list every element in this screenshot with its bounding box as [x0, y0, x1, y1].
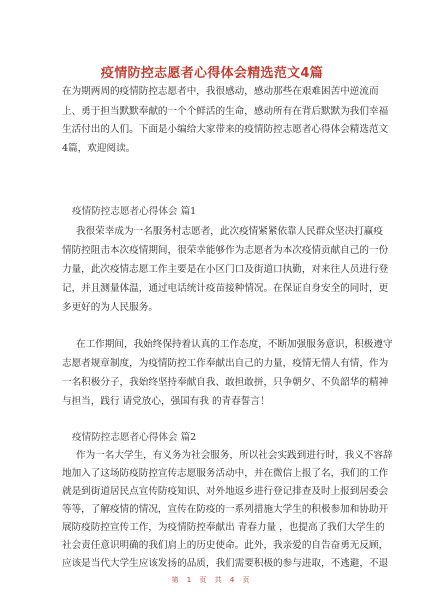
paragraph-line: 与担当，践行 请党放心，强国有我 的青春誓言！: [62, 396, 270, 407]
intro-line: 生活付出的人们。下面是小编给大家带来的疫情防控志愿者心得体会精选范文: [62, 124, 389, 135]
paragraph-line: 多更好的为人民服务。: [62, 302, 158, 313]
section-heading: 疫情防控志愿者心得体会 篇2: [72, 432, 197, 443]
paragraph-line: 地加入了这场防疫防控宣传志愿服务活动中，并在微信上报了名，我们的工作: [62, 468, 389, 479]
intro-line: 4篇，欢迎阅读。: [62, 143, 136, 154]
paragraph-line: 就是到街道居民点宣传防疫知识、对外地返乡进行登记排查及时上报到居委会: [62, 486, 389, 497]
paragraph-line: 情防控阻击本次疫情期间，很荣幸能够作为志愿者为本次疫情贡献自己的一份: [62, 245, 389, 256]
paragraph-line: 作为一名大学生，有义务为社会服务，所以社会实践到进行时，我义不容辞: [76, 450, 393, 461]
document-title: 疫情防控志愿者心得体会精选范文4篇: [100, 66, 324, 81]
intro-line: 上、勇于担当默默奉献的一个个鲜活的生命，感动所有在背后默默为我们幸福: [62, 106, 389, 117]
paragraph-line: 应该是当代大学生应该发扬的品质，我们需要积极的参与进取，不逃避，不退: [62, 558, 389, 569]
paragraph-line: 我很荣幸成为一名服务村志愿者，此次疫情紧紧依靠人民群众坚决打赢疫: [76, 226, 383, 237]
paragraph-line: 力量，此次疫情志愿工作主要是在小区门口及街道口执勤，对来往人员进行登: [62, 264, 389, 275]
page-number: 第 1 页 共 4 页: [171, 576, 253, 584]
paragraph-line: 等等，了解疫情的情况，宣传在防疫的一系列措施大学生的积极参加和协助开: [62, 504, 389, 515]
paragraph-line: 社会责任意识明确的我们肩上的历史使命。此外，我亲爱的自告奋勇无反顾，: [62, 540, 389, 551]
paragraph-line: 一名积极分子，我始终坚持奉献自我、敢担敢拼，只争朝夕、不负韶华的精神: [62, 377, 389, 388]
intro-line: 在为期两周的疫情防控志愿者中，我很感动，感动那些在艰难困苦中逆流而: [62, 86, 379, 97]
paragraph-line: 志愿者规章制度，为疫情防控工作奉献出自己的力量，疫情无情人有情，作为: [62, 358, 389, 369]
paragraph-line: 在工作期间，我始终保持着认真的工作态度，不断加强服务意识，积极遵守: [76, 339, 393, 350]
paragraph-line: 记，并且测量体温，通过电话统计疫苗接种情况。在保证自身安全的同时，更: [62, 283, 389, 294]
section-heading: 疫情防控志愿者心得体会 篇1: [72, 206, 197, 217]
paragraph-line: 展防疫防控宣传工作，为疫情防控奉献出 青春力量 ，也提高了我们大学生的: [62, 522, 385, 533]
